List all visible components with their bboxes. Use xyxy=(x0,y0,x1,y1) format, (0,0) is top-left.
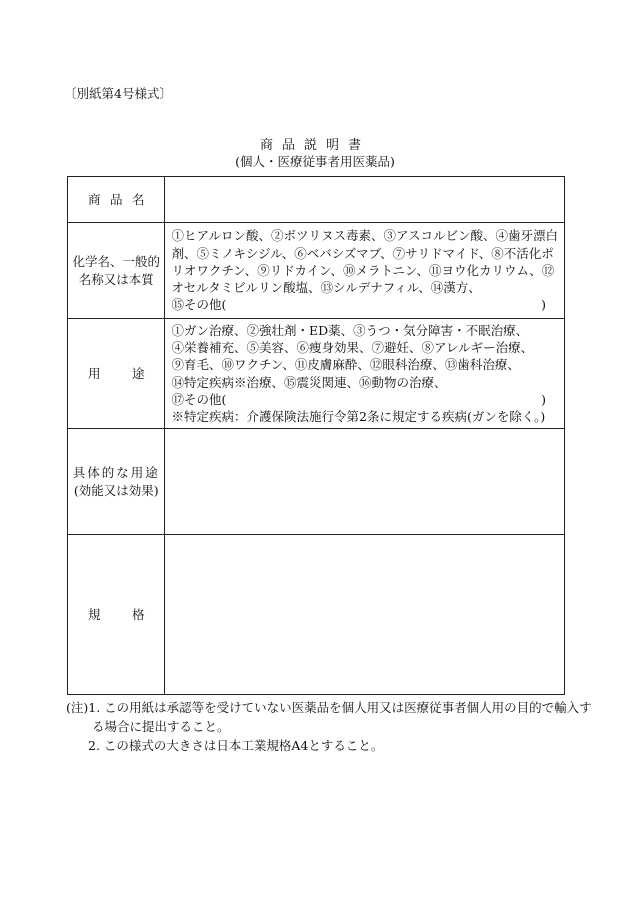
label-char: 途 xyxy=(131,365,145,381)
option-line: オセルタミビルリン酸塩、⑬シルデナフィル、⑭漢方、 xyxy=(171,280,481,296)
option-line: ④栄養補充、⑤美容、⑥痩身効果、⑦避妊、⑧アレルギー治療、 xyxy=(171,340,534,356)
notes xyxy=(66,698,592,755)
other-close: ) xyxy=(541,297,546,313)
footnote: ※特定疾病：介護保険法施行令第2条に規定する疾病(ガンを除く。) xyxy=(171,408,546,424)
option-line: 剤、⑤ミノキシジル、⑥ベバシズマブ、⑦サリドマイド、⑧不活化ポ xyxy=(171,245,554,261)
label-char: 格 xyxy=(131,606,145,622)
product-description-table xyxy=(67,176,565,695)
row-specific-use xyxy=(68,429,565,535)
label-char: 名 xyxy=(131,191,145,207)
option-line: ①ヒアルロン酸、②ボツリヌス毒素、③アスコルビン酸、④歯牙漂白 xyxy=(171,228,558,244)
label-line: 具体的な用途 xyxy=(72,464,160,480)
label-char: 品 xyxy=(109,191,123,207)
product-name-field[interactable] xyxy=(165,177,565,223)
label-line: 名称又は本質 xyxy=(78,271,154,287)
label-chemical-name xyxy=(68,223,165,319)
document-subtitle: (個人・医療従事者用医薬品) xyxy=(235,154,395,169)
option-line: リオワクチン、⑨リドカイン、⑩メラトニン、⑪ヨウ化カリウム、⑫ xyxy=(171,262,555,278)
row-usage xyxy=(68,319,565,429)
row-product-name xyxy=(68,177,565,223)
other-option: ⑰その他( xyxy=(171,391,227,407)
label-char: 商 xyxy=(88,191,101,207)
label-specific-use xyxy=(68,429,165,535)
label-line: 化学名、一般的 xyxy=(72,253,160,269)
option-line: ①ガン治療、②強壮剤・ED薬、③うつ・気分障害・不眠治療、 xyxy=(171,322,529,338)
option-line: ⑭特定疾病※治療、⑮震災関連、⑯動物の治療、 xyxy=(171,374,447,390)
option-line: ⑨育毛、⑩ワクチン、⑪皮膚麻酔、⑫眼科治療、⑬歯科治療、 xyxy=(171,357,520,373)
specific-use-field[interactable] xyxy=(165,429,565,535)
specification-field[interactable] xyxy=(165,535,565,695)
document-title: 商品説明書 xyxy=(259,138,370,153)
label-specification xyxy=(68,535,165,695)
other-option: ⑮その他( xyxy=(171,297,227,313)
note-1-cont: る場合に提出すること。 xyxy=(92,719,230,734)
label-char: 規 xyxy=(88,606,101,622)
row-specification xyxy=(68,535,565,695)
label-char: 用 xyxy=(88,365,101,381)
form-number: 〔別紙第4号様式〕 xyxy=(64,86,172,101)
label-usage xyxy=(68,319,165,429)
chemical-name-field[interactable] xyxy=(165,223,565,319)
note-1: (注)1. この用紙は承認等を受けていない医薬品を個人用又は医療従事者個人用の目的で輸入す xyxy=(66,700,592,715)
label-line: (効能又は効果) xyxy=(73,482,159,498)
note-2: 2. この様式の大きさは日本工業規格A4とすること。 xyxy=(88,738,384,753)
label-product-name xyxy=(68,177,165,223)
usage-field[interactable] xyxy=(165,319,565,429)
row-chemical-name xyxy=(68,223,565,319)
other-close: ) xyxy=(541,391,546,407)
